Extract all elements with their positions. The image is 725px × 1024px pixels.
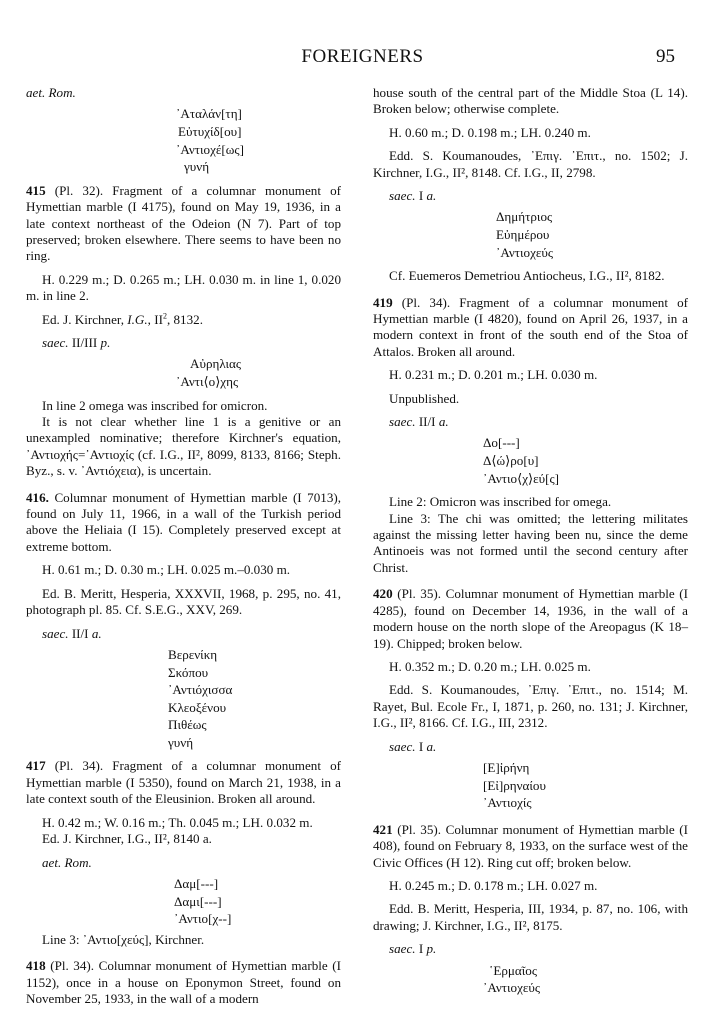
inscription	[26, 875, 341, 928]
inscription-line: ῾Ερμαῖος	[489, 962, 538, 978]
entry-415-edition: Ed. J. Kirchner, I.G., $II^2$, 8132.	[42, 311, 203, 327]
inscription-line: ᾿Αντιοχέ[ως]	[176, 141, 244, 157]
inscription-line: Βερενίκη	[168, 646, 218, 662]
entry-number: 421	[373, 821, 393, 837]
inscription-line: Εὐημέρου	[496, 227, 550, 243]
entry-418-description: 418 (Pl. 34). Columnar monument of Hymettian marble (I 1152), once in a house on Eponymon Street, found on November 25, 1933, in the wall of a modern	[26, 958, 341, 1006]
inscription-line: Δο[---]	[483, 435, 520, 451]
entry-number: 418	[26, 958, 46, 974]
page-number: 95	[656, 46, 675, 67]
inscription-line: Πιθέως	[168, 717, 207, 733]
inscription-line: ᾿Αντιο⟨χ⟩εύ[ς]	[483, 470, 560, 486]
date-line: saec. II/I a.	[389, 414, 449, 430]
entry-420-description: 420 (Pl. 35). Columnar monument of Hymettian marble (I 4285), found on December 14, 1936, in the wall of a modern house on the north slope of the Areopagus (K 18–19). Chipped; broken below.	[373, 586, 688, 651]
inscription-line: ᾿Αντιοχεύς	[496, 244, 554, 260]
entry-421-dimensions: H. 0.245 m.; D. 0.178 m.; LH. 0.027 m.	[389, 877, 598, 893]
inscription-line: Κλεοξένου	[168, 699, 227, 715]
inscription-line: Δ⟨ώ⟩ρο[υ]	[483, 453, 539, 469]
date-line: saec. I a.	[389, 188, 437, 204]
inscription-line: Δαμι[---]	[174, 893, 222, 909]
inscription	[26, 105, 341, 175]
date-line: saec. I a.	[389, 738, 437, 754]
entry-418-edition: Edd. S. Koumanoudes, ᾿Επιγ. ᾿Επιτ., no. 1502; J. Kirchner, I.G., II², 8148. Cf. I.G., II, 2798.	[373, 148, 688, 180]
inscription-line: Εὐτυχίδ[ου]	[178, 124, 242, 139]
entry-420-edition: Edd. S. Koumanoudes, ᾿Επιγ. ᾿Επιτ., no. 1514; M. Rayet, Bul. Ecole Fr., I, 1871, p. 260, no. 131; J. Kirchner, I.G., II², 8166. Cf. I.G., III, 2312.	[373, 682, 688, 731]
entry-416-description: 416. Columnar monument of Hymettian marble (I 7013), found on July 11, 1966, in a wall of the Turkish period above the Heliaia (I 15). Completely preserved except at extreme bottom.	[26, 489, 342, 554]
inscription-line: ᾿Αντι⟨ο⟩χης	[176, 374, 239, 390]
inscription	[373, 434, 688, 487]
inscription-line: ᾿Αντιοχίς	[483, 795, 532, 811]
entry-415-note: It is not clear whether line 1 is a genitive or an unexampled nominative; therefore Kirchner's equation, ᾿Αντιοχής=᾿Αντιοχίς (cf. I.G., II², 8099, 8133, 8166; Steph. Byz., s. v. ᾿Αντιόχεια), is uncertain.	[26, 414, 341, 479]
entry-417-description: 417 (Pl. 34). Fragment of a columnar monument of Hymettian marble (I 5350), found on March 21, 1938, in a late context south of the Eleusinion. Broken all around.	[26, 758, 341, 807]
entry-417-note: Line 3: ᾿Αντιο[χεύς], Kirchner.	[42, 931, 205, 947]
inscription-line: ᾿Αντιοχεύς	[483, 980, 541, 996]
inscription	[373, 208, 688, 261]
inscription-line: Δημήτριος	[496, 209, 553, 225]
entry-418-dimensions: H. 0.60 m.; D. 0.198 m.; LH. 0.240 m.	[389, 124, 591, 140]
left-column	[26, 85, 341, 1007]
entry-421-edition: Edd. B. Meritt, Hesperia, III, 1934, p. 87, no. 106, with drawing; J. Kirchner, I.G., II², 8175.	[373, 901, 688, 933]
entry-419-note: Line 2: Omicron was inscribed for omega.	[389, 494, 612, 510]
entry-421-description: 421 (Pl. 35). Columnar monument of Hymettian marble (I 408), found on February 8, 1933, on the surface west of the Civic Offices (H 12). Ring cut off; broken below.	[373, 821, 688, 870]
entry-number: 417	[26, 758, 46, 774]
entry-number: 415	[26, 182, 46, 198]
inscription-line: ᾿Αντιόχισσα	[168, 682, 233, 698]
entry-415-description: 415 (Pl. 32). Fragment of a columnar monument of Hymettian marble (I 4175), found on May 19, 1936, in a late context northeast of the Odeion (N 7). Part of top preserved; broken elsewhere. There seems to have been no ring.	[26, 182, 341, 264]
right-column	[373, 85, 688, 1001]
inscription-line: [Εἰ]ρηναίου	[483, 777, 546, 793]
inscription	[373, 759, 688, 812]
inscription-line: ᾿Αταλάν[τη]	[176, 106, 242, 122]
inscription-line: ᾿Αντιο[χ--]	[174, 911, 232, 927]
entry-number: 419	[373, 294, 393, 310]
inscription-line: Σκόπου	[168, 664, 209, 680]
date-line: aet. Rom.	[26, 85, 76, 100]
inscription	[373, 962, 688, 997]
entry-416-edition: Ed. B. Meritt, Hesperia, XXXVII, 1968, p. 295, no. 41, photograph pl. 85. Cf. S.E.G., XXV, 269.	[26, 585, 341, 618]
entry-415-note: In line 2 omega was inscribed for omicron.	[42, 397, 268, 413]
entry-417-edition: Ed. J. Kirchner, I.G., II², 8140 a.	[42, 831, 212, 847]
entry-416-dimensions: H. 0.61 m.; D. 0.30 m.; LH. 0.025 m.–0.030 m.	[42, 562, 291, 578]
entry-number: 416.	[26, 489, 49, 505]
entry-419-unpublished: Unpublished.	[389, 390, 460, 406]
inscription	[26, 646, 341, 752]
inscription-line: Δαμ[---]	[174, 875, 219, 891]
date-line: saec. I p.	[389, 941, 437, 957]
running-header-title: FOREIGNERS	[301, 46, 424, 67]
inscription-line: γυνή	[168, 734, 194, 750]
inscription-line: [Ε]ἰρήνη	[483, 759, 530, 775]
entry-number: 420	[373, 586, 393, 602]
entry-418-cf: Cf. Euemeros Demetriou Antiocheus, I.G., II², 8182.	[389, 268, 665, 284]
date-line: saec. II/I a.	[42, 625, 102, 641]
entry-419-dimensions: H. 0.231 m.; D. 0.201 m.; LH. 0.030 m.	[389, 367, 598, 383]
entry-415-dimensions: H. 0.229 m.; D. 0.265 m.; LH. 0.030 m. in line 1, 0.020 m. in line 2.	[26, 271, 341, 304]
entry-419-note: Line 3: The chi was omitted; the lettering militates against the missing letter having been nu, since the deme Antinoeis was not formed until the second century after Christ.	[373, 510, 688, 575]
date-line: aet. Rom.	[42, 854, 92, 870]
inscription-line: Αὐρηλιας	[190, 356, 242, 372]
inscription	[26, 355, 341, 390]
entry-418-continuation: house south of the central part of the Middle Stoa (L 14). Broken below; otherwise complete.	[373, 85, 688, 117]
inscription-line: γυνή	[184, 159, 210, 175]
entry-420-dimensions: H. 0.352 m.; D. 0.20 m.; LH. 0.025 m.	[389, 658, 591, 674]
entry-419-description: 419 (Pl. 34). Fragment of a columnar monument of Hymettian marble (I 4820), found on April 26, 1937, in a modern context in front of the south end of the Stoa of Attalos. Broken all around.	[373, 294, 688, 359]
entry-417-dimensions: H. 0.42 m.; W. 0.16 m.; Th. 0.045 m.; LH. 0.032 m.	[42, 814, 313, 830]
date-line: saec. II/III p.	[42, 335, 111, 351]
